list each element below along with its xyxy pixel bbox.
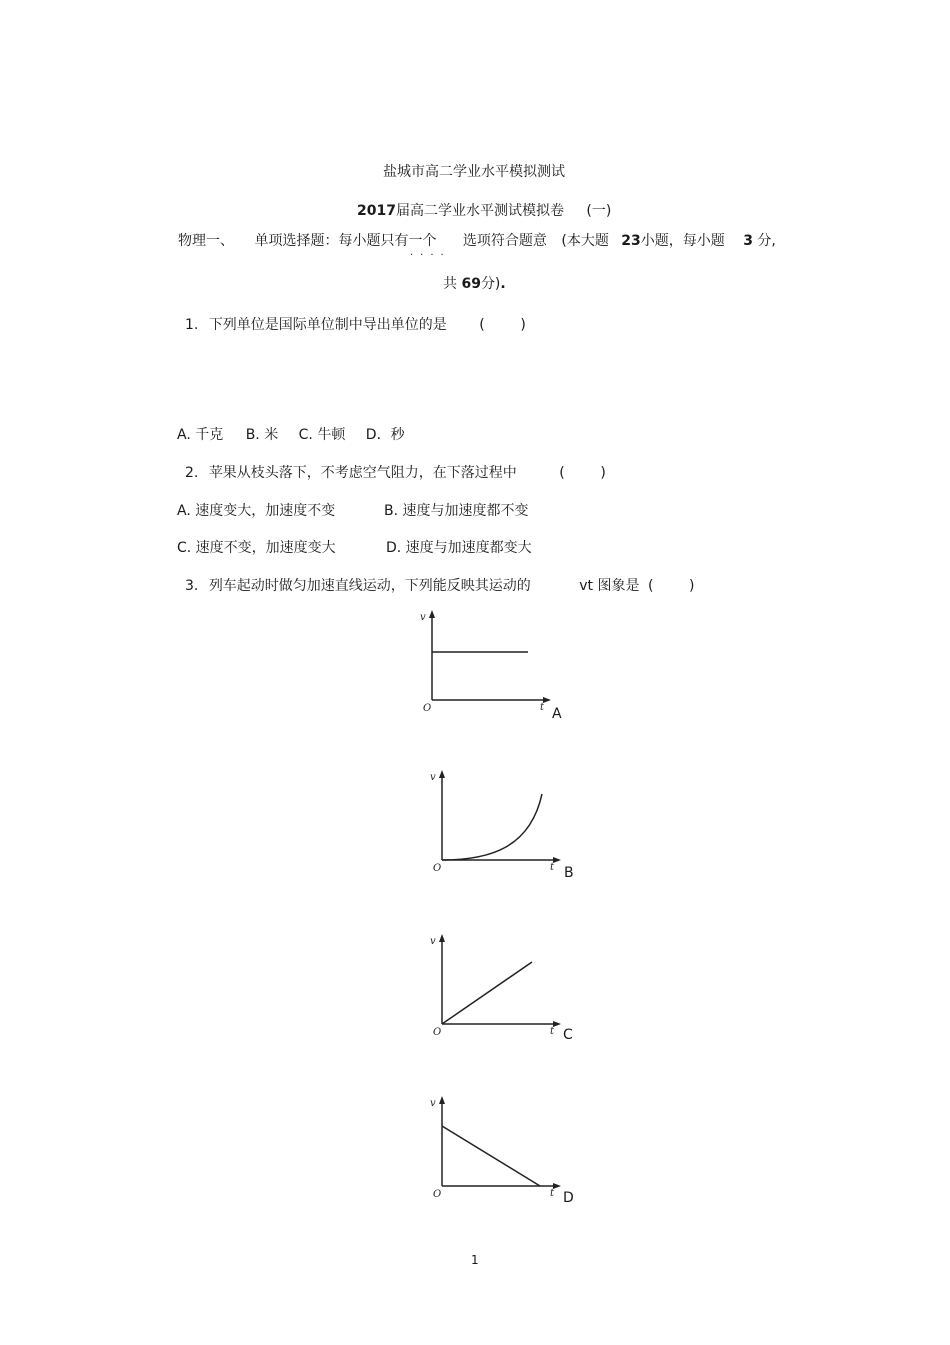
question-stem: 下列单位是国际单位制中导出单位的是: [208, 317, 447, 333]
total-period: .: [500, 276, 506, 292]
y-axis-arrow: [429, 610, 435, 618]
x-axis-label: t: [540, 702, 545, 713]
y-axis-label: v: [430, 936, 436, 947]
vt-graph-b-svg: [430, 768, 580, 880]
page-number: 1: [471, 1253, 479, 1267]
origin-label: O: [433, 1189, 442, 1200]
option-a[interactable]: A. 速度变大，加速度不变: [177, 503, 336, 519]
vt-graph-d-svg: [430, 1094, 580, 1206]
graph-option-label: D: [563, 1190, 574, 1206]
x-axis-arrow: [543, 697, 551, 703]
option-b[interactable]: B. 速度与加速度都不变: [384, 503, 529, 519]
graph-option-label: B: [564, 865, 574, 881]
instruction-c: (本大题: [561, 233, 609, 249]
instruction-d: 小题，每小题: [640, 233, 725, 249]
x-axis-label: t: [550, 862, 555, 873]
section-instructions: [178, 234, 776, 248]
page-title: 盐城市高二学业水平模拟测试: [383, 164, 565, 180]
y-axis-label: v: [430, 1098, 436, 1109]
x-axis-label: t: [550, 1188, 555, 1199]
question-number: 2.: [185, 465, 199, 481]
origin-label: O: [423, 703, 432, 714]
graph-curve: [442, 794, 542, 860]
total-b: 分): [480, 276, 501, 292]
option-d[interactable]: D. 速度与加速度都变大: [386, 540, 532, 556]
origin-label: O: [433, 863, 442, 874]
total-points: 69: [461, 276, 481, 292]
section-total: [443, 277, 506, 291]
graph-line: [442, 1126, 540, 1186]
question-stem-vt: vt 图象是: [579, 578, 640, 594]
y-axis-arrow: [439, 1096, 445, 1104]
vt-graph-a[interactable]: [420, 608, 570, 720]
question-3: [185, 579, 694, 593]
vt-graph-c[interactable]: [430, 932, 580, 1044]
subtitle-year: 2017: [357, 203, 396, 219]
emphasis-dots: ····: [410, 250, 451, 261]
instruction-a: 单项选择题：每小题只有一个: [254, 233, 437, 249]
question-1: [185, 318, 526, 332]
section-part: 一、: [206, 233, 234, 249]
x-axis-label: t: [550, 1026, 555, 1037]
option-c[interactable]: C. 牛顿: [298, 427, 346, 443]
question-number: 3.: [185, 578, 199, 594]
answer-blank: ( ): [559, 465, 606, 481]
subtitle-paren: (一): [586, 203, 612, 219]
vt-graph-b[interactable]: [430, 768, 580, 880]
vt-graph-a-svg: [420, 608, 570, 720]
y-axis-arrow: [439, 770, 445, 778]
vt-graph-d[interactable]: [430, 1094, 580, 1206]
question-stem: 苹果从枝头落下，不考虑空气阻力，在下落过程中: [208, 465, 517, 481]
instruction-b: 选项符合题意: [462, 233, 547, 249]
paper-subtitle: [357, 204, 611, 218]
graph-line: [442, 962, 532, 1024]
y-axis-label: v: [430, 772, 436, 783]
question-1-options: [177, 428, 405, 442]
x-axis-arrow: [553, 1021, 561, 1027]
subtitle-text: 届高二学业水平测试模拟卷: [395, 203, 564, 219]
option-b[interactable]: B. 米: [245, 427, 279, 443]
graph-option-label: A: [552, 706, 562, 722]
answer-blank: ( ): [479, 317, 526, 333]
x-axis-arrow: [553, 857, 561, 863]
instruction-e: 分,: [757, 233, 776, 249]
option-d[interactable]: D．秒: [365, 427, 405, 443]
option-c[interactable]: C. 速度不变，加速度变大: [177, 540, 336, 556]
x-axis-arrow: [553, 1183, 561, 1189]
graph-option-label: C: [563, 1027, 573, 1043]
y-axis-label: v: [420, 612, 426, 623]
answer-blank: ( ): [647, 578, 695, 594]
vt-graph-c-svg: [430, 932, 580, 1044]
points-each: 3: [743, 233, 753, 249]
question-stem: 列车起动时做匀加速直线运动，下列能反映其运动的: [208, 578, 531, 594]
question-2: [185, 466, 606, 480]
y-axis-arrow: [439, 934, 445, 942]
question-number: 1.: [185, 317, 199, 333]
origin-label: O: [433, 1027, 442, 1038]
question-count: 23: [621, 233, 641, 249]
option-a[interactable]: A. 千克: [177, 427, 224, 443]
total-a: 共: [443, 276, 457, 292]
subject-label: 物理: [178, 233, 206, 249]
